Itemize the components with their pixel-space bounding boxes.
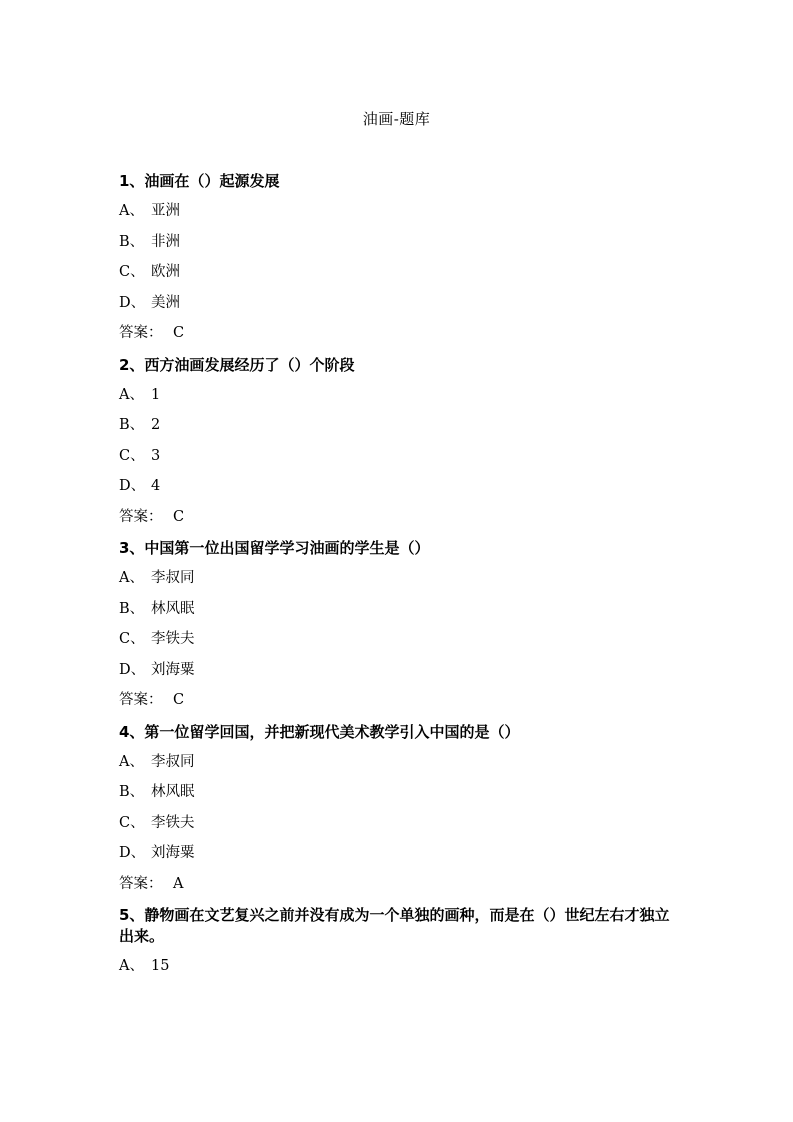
answer-line bbox=[119, 323, 679, 354]
option-letter: B、 bbox=[119, 417, 145, 433]
question-4 bbox=[119, 722, 679, 905]
option-text: 15 bbox=[151, 958, 170, 974]
option-letter: A、 bbox=[119, 958, 144, 974]
option-c bbox=[119, 629, 679, 660]
answer-line bbox=[119, 507, 679, 538]
option-letter: B、 bbox=[119, 600, 145, 617]
option-a bbox=[119, 201, 679, 232]
question-text: 5、静物画在文艺复兴之前并没有成为一个单独的画种，而是在（）世纪左右才独立出来。 bbox=[119, 906, 670, 945]
answer-label: 答案： bbox=[119, 692, 163, 708]
answer-label: 答案： bbox=[119, 875, 163, 892]
option-letter: A、 bbox=[119, 386, 144, 403]
option-letter: B、 bbox=[119, 233, 145, 250]
question-text: 4、第一位留学回国，并把新现代美术教学引入中国的是（） bbox=[119, 722, 520, 741]
option-text: 李叔同 bbox=[151, 570, 195, 586]
option-a bbox=[119, 385, 679, 416]
option-letter: C、 bbox=[119, 631, 145, 647]
question-text: 3、中国第一位出国留学学习油画的学生是（） bbox=[119, 539, 430, 557]
question-3 bbox=[119, 538, 679, 721]
option-letter: B、 bbox=[119, 784, 145, 800]
option-a bbox=[119, 752, 679, 783]
option-text: 欧洲 bbox=[151, 264, 180, 280]
question-1 bbox=[119, 171, 679, 354]
question-5 bbox=[119, 905, 679, 987]
option-letter: D、 bbox=[119, 845, 146, 861]
answer-label: 答案： bbox=[119, 325, 163, 341]
option-letter: C、 bbox=[119, 264, 145, 280]
option-text: 2 bbox=[151, 417, 161, 433]
option-letter: A、 bbox=[119, 570, 144, 586]
option-text: 刘海粟 bbox=[151, 661, 195, 678]
answer-value: C bbox=[173, 325, 185, 341]
option-c bbox=[119, 813, 679, 844]
question-2 bbox=[119, 355, 679, 538]
answer-value: A bbox=[173, 875, 184, 892]
option-b bbox=[119, 782, 679, 813]
option-c bbox=[119, 446, 679, 477]
option-text: 3 bbox=[151, 447, 161, 464]
option-text: 李铁夫 bbox=[151, 631, 195, 647]
question-text: 1、油画在（）起源发展 bbox=[119, 172, 280, 190]
option-text: 林风眠 bbox=[151, 784, 195, 800]
option-d bbox=[119, 476, 679, 507]
option-text: 非洲 bbox=[151, 233, 180, 250]
answer-label: 答案： bbox=[119, 508, 163, 525]
option-letter: C、 bbox=[119, 447, 145, 464]
option-letter: D、 bbox=[119, 478, 146, 494]
question-list bbox=[119, 171, 679, 987]
option-a bbox=[119, 956, 679, 987]
option-text: 李叔同 bbox=[151, 753, 195, 770]
answer-line bbox=[119, 874, 679, 905]
option-text: 亚洲 bbox=[151, 203, 180, 219]
option-d bbox=[119, 843, 679, 874]
option-text: 美洲 bbox=[151, 294, 180, 311]
option-letter: D、 bbox=[119, 661, 146, 678]
document-title: 油画-题库 bbox=[362, 110, 431, 128]
option-letter: A、 bbox=[119, 753, 144, 770]
option-d bbox=[119, 293, 679, 324]
option-b bbox=[119, 232, 679, 263]
answer-value: C bbox=[173, 692, 185, 708]
option-text: 刘海粟 bbox=[151, 845, 195, 861]
option-letter: D、 bbox=[119, 294, 146, 311]
option-b bbox=[119, 599, 679, 630]
option-text: 4 bbox=[151, 478, 161, 494]
option-letter: C、 bbox=[119, 814, 145, 831]
option-letter: A、 bbox=[119, 203, 144, 219]
option-a bbox=[119, 568, 679, 599]
question-text: 2、西方油画发展经历了（）个阶段 bbox=[119, 355, 355, 374]
option-b bbox=[119, 415, 679, 446]
option-text: 林风眠 bbox=[151, 600, 195, 617]
answer-line bbox=[119, 690, 679, 721]
option-text: 李铁夫 bbox=[151, 814, 195, 831]
option-d bbox=[119, 660, 679, 691]
option-text: 1 bbox=[151, 386, 161, 403]
option-c bbox=[119, 262, 679, 293]
answer-value: C bbox=[173, 508, 185, 525]
